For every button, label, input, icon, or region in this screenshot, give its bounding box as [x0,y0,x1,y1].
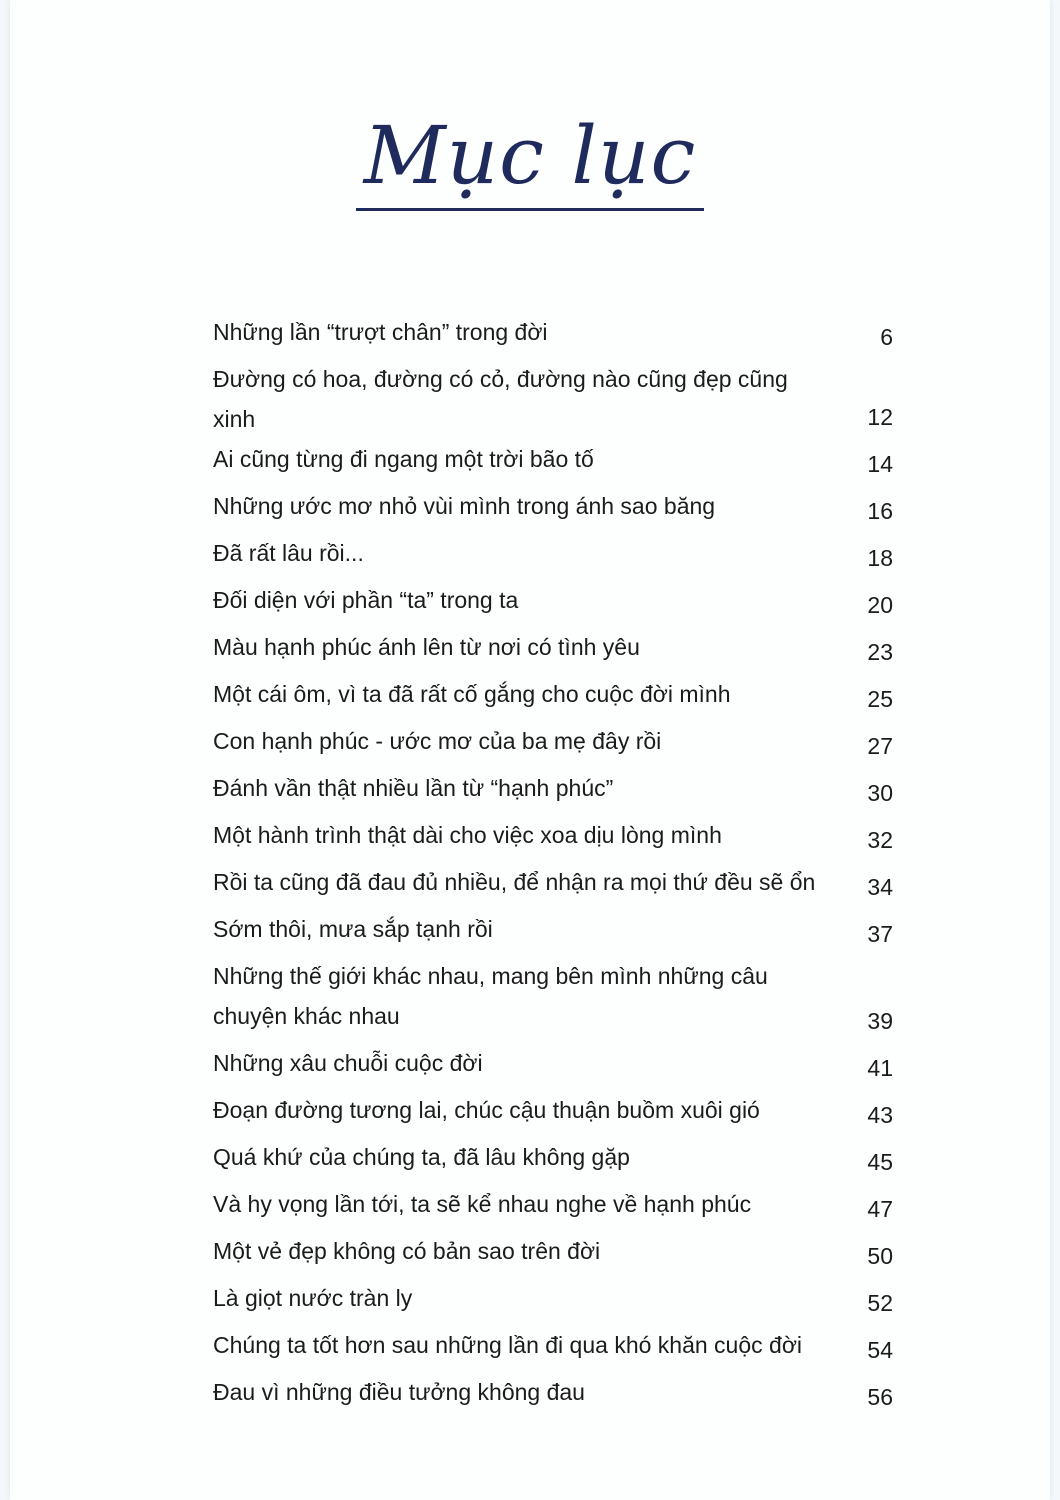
toc-entry-title: Đã rất lâu rồi... [213,540,364,566]
toc-entry-title: Những xâu chuỗi cuộc đời [213,1050,483,1076]
toc-entry-title: Những lần “trượt chân” trong đời [213,319,548,345]
toc-entry-page-number: 23 [867,639,893,665]
toc-entry-title: Màu hạnh phúc ánh lên từ nơi có tình yêu [213,634,640,660]
toc-entry-page-number: 43 [867,1102,893,1128]
toc-entry-page-number: 39 [867,1008,893,1034]
toc-entry [213,956,893,1043]
toc-entry-title: Đoạn đường tương lai, chúc cậu thuận buồm xuôi gió [213,1097,760,1123]
toc-entry-title: Những ước mơ nhỏ vùi mình trong ánh sao băng [213,493,716,519]
toc-entry [213,439,893,486]
toc-entry-page-number: 56 [867,1384,893,1410]
toc-entry [213,1137,893,1184]
toc-entry-title: Đánh vần thật nhiều lần từ “hạnh phúc” [213,775,614,801]
toc-entry [213,486,893,533]
toc-entry-title: Và hy vọng lần tới, ta sẽ kể nhau nghe về hạnh phúc [213,1191,752,1217]
toc-entry-page-number: 20 [867,592,893,618]
toc-entry-title: Rồi ta cũng đã đau đủ nhiều, để nhận ra mọi thứ đều sẽ ổn [213,869,816,895]
toc-entry [213,533,893,580]
toc-entry-title: Quá khứ của chúng ta, đã lâu không gặp [213,1144,630,1170]
toc-entry [213,1043,893,1090]
toc-entry-title: Đau vì những điều tưởng không đau [213,1379,585,1405]
title-container [0,108,1060,211]
toc-entry [213,815,893,862]
toc-entry-page-number: 32 [867,827,893,853]
toc-entry [213,1325,893,1372]
toc-entry [213,627,893,674]
toc-entry-page-number: 34 [867,874,893,900]
toc-entry [213,1278,893,1325]
toc-entry-page-number: 54 [867,1337,893,1363]
toc-entry-page-number: 50 [867,1243,893,1269]
toc-entry [213,580,893,627]
toc-entry-title: Ai cũng từng đi ngang một trời bão tố [213,446,594,472]
toc-entry-page-number: 25 [867,686,893,712]
toc-entry-page-number: 47 [867,1196,893,1222]
toc-entry-page-number: 27 [867,733,893,759]
toc-entry-page-number: 37 [867,921,893,947]
toc-entry [213,359,893,439]
toc-entry-title: Sớm thôi, mưa sắp tạnh rồi [213,916,493,942]
toc-entry-title: Một cái ôm, vì ta đã rất cố gắng cho cuộc đời mình [213,681,731,707]
toc-entry-page-number: 14 [867,451,893,477]
toc-entry [213,1184,893,1231]
toc-entry-page-number: 30 [867,780,893,806]
toc-entry-page-number: 52 [867,1290,893,1316]
toc-entry-title: Đối diện với phần “ta” trong ta [213,587,519,613]
toc-entry [213,862,893,909]
toc-entry-title: Một hành trình thật dài cho việc xoa dịu lòng mình [213,822,722,848]
toc-entry-title: Đường có hoa, đường có cỏ, đường nào cũng đẹp cũng xinh [213,366,788,432]
toc-entry-page-number: 12 [867,404,893,430]
toc-entry-title: Con hạnh phúc - ước mơ của ba mẹ đây rồi [213,728,662,754]
toc-entry-page-number: 45 [867,1149,893,1175]
toc-entry-title: Là giọt nước tràn ly [213,1285,413,1311]
toc-entry-page-number: 16 [867,498,893,524]
toc-entry [213,1372,893,1419]
toc-entry [213,909,893,956]
toc-entry [213,312,893,359]
toc-entry-page-number: 18 [867,545,893,571]
page-title: Mục lục [356,108,705,211]
toc-entry-title: Một vẻ đẹp không có bản sao trên đời [213,1238,601,1264]
toc-entry [213,1090,893,1137]
toc-entry [213,1231,893,1278]
toc-entry-page-number: 6 [880,324,893,350]
toc-entry [213,674,893,721]
toc-entry [213,768,893,815]
toc-entry-title: Chúng ta tốt hơn sau những lần đi qua khó khăn cuộc đời [213,1332,803,1358]
table-of-contents [213,312,893,1419]
toc-entry-title: Những thế giới khác nhau, mang bên mình những câu chuyện khác nhau [213,963,768,1029]
toc-entry-page-number: 41 [867,1055,893,1081]
toc-entry [213,721,893,768]
